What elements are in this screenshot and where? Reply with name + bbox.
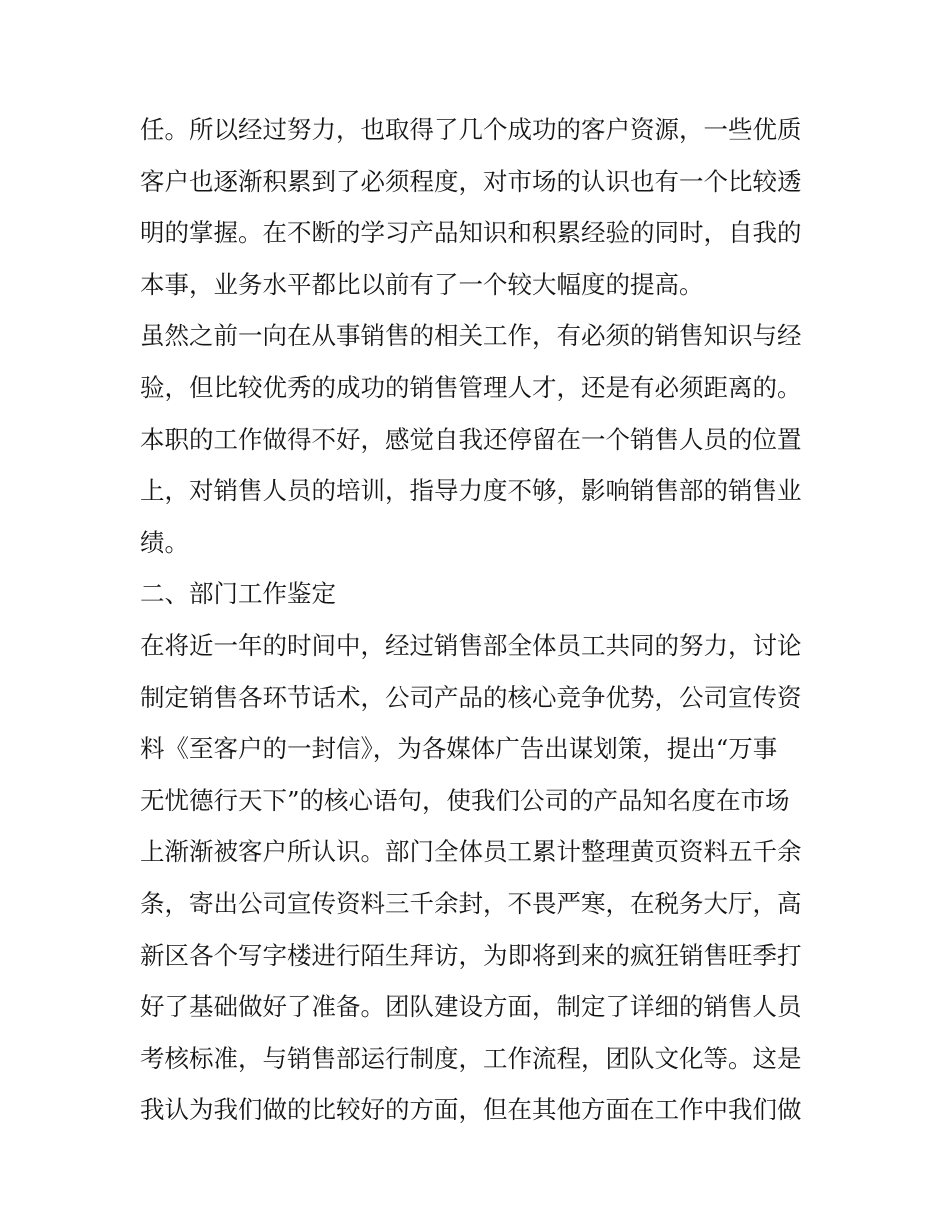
- text-line: 制定销售各环节话术，公司产品的核心竞争优势，公司宣传资: [140, 682, 802, 712]
- text-line: 本事，业务水平都比以前有了一个较大幅度的提高。: [140, 269, 704, 299]
- text-line: 我认为我们做的比较好的方面，但在其他方面在工作中我们做: [140, 1095, 802, 1125]
- text-line: 明的掌握。在不断的学习产品知识和积累经验的同时，自我的: [140, 218, 802, 248]
- text-line: 无忧德行天下”的核心语句，使我们公司的产品知名度在市场: [140, 785, 790, 815]
- paragraph-start-line: 虽然之前一向在从事销售的相关工作，有必须的销售知识与经: [140, 321, 802, 351]
- text-line: 条，寄出公司宣传资料三千余封，不畏严寒，在税务大厅，高: [140, 888, 802, 918]
- text-line: 料《至客户的一封信》，为各媒体广告出谋划策，提出“万事: [140, 734, 778, 764]
- text-line: 任。所以经过努力，也取得了几个成功的客户资源，一些优质: [140, 115, 802, 144]
- paragraph-start-line: 在将近一年的时间中，经过销售部全体员工共同的努力，讨论: [140, 630, 802, 660]
- text-line: 验，但比较优秀的成功的销售管理人才，还是有必须距离的。: [140, 372, 802, 402]
- text-line: 绩。: [140, 527, 189, 557]
- text-line: 上渐渐被客户所认识。部门全体员工累计整理黄页资料五千余: [140, 837, 802, 867]
- text-line: 本职的工作做得不好，感觉自我还停留在一个销售人员的位置: [140, 424, 802, 454]
- text-line: 客户也逐渐积累到了必须程度，对市场的认识也有一个比较透: [140, 166, 802, 196]
- text-line: 新区各个写字楼进行陌生拜访，为即将到来的疯狂销售旺季打: [140, 940, 802, 970]
- text-line: 考核标准，与销售部运行制度，工作流程，团队文化等。这是: [140, 1043, 802, 1073]
- body-text: [140, 104, 815, 1136]
- text-line: 好了基础做好了准备。团队建设方面，制定了详细的销售人员: [140, 992, 802, 1022]
- text-line: 上，对销售人员的培训，指导力度不够，影响销售部的销售业: [140, 476, 802, 506]
- section-heading: 二、部门工作鉴定: [140, 579, 336, 609]
